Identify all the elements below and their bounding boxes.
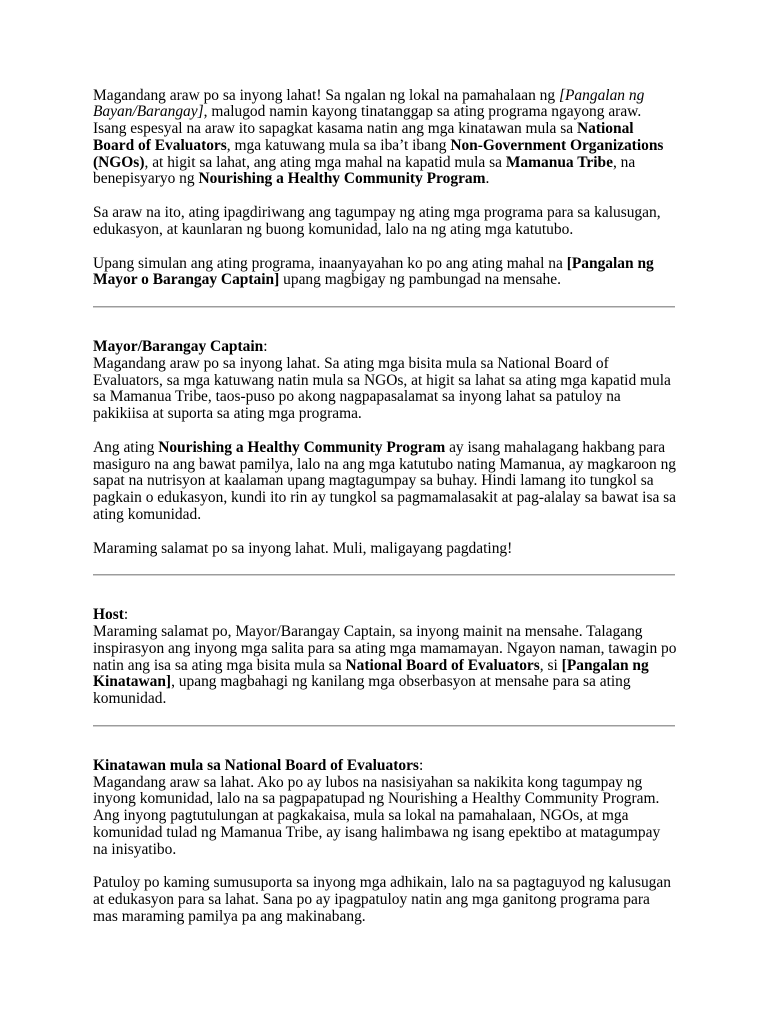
- evaluator-paragraph-1: Magandang araw sa lahat. Ako po ay lubos na nasisiyahan sa nakikita kong tagumpay ng inyong komunidad, lalo na sa pagpapatupad ng Nourishing a Healthy Community Program. Ang inyong pagtutulungan at pagkakaisa, mula sa lokal na pamahalaan, NGOs, at mga komunidad tulad ng Mamanua Tribe, ay isang halimbawa ng isang epektibo at matagumpay na inisyatibo.: [93, 773, 661, 858]
- text-run: upang magbigay ng pambungad na mensahe.: [279, 271, 561, 289]
- speaker-label-host: [93, 607, 677, 624]
- speaker-label-mayor: [93, 339, 677, 356]
- text-run: Ang ating: [93, 438, 159, 456]
- mayor-name-placeholder: [Pangalan ng Mayor o Barangay Captain]: [93, 254, 654, 289]
- mayor-paragraph-3: Maraming salamat po sa inyong lahat. Muli, maligayang pagdating!: [93, 539, 513, 557]
- speaker-colon: :: [123, 606, 129, 624]
- program-name: Nourishing a Healthy Community Program: [158, 438, 446, 456]
- text-run: , upang magbahagi ng kanilang mga obserbasyon at mensahe para sa ating komunidad.: [93, 673, 631, 708]
- tribe-name: Mamanua Tribe: [505, 153, 613, 171]
- town-name-placeholder: [Pangalan ng Bayan/Barangay]: [93, 86, 645, 121]
- mayor-paragraph-2: [93, 440, 677, 524]
- section-divider: [93, 574, 675, 576]
- text-run: , mga katuwang mula sa iba’t ibang: [226, 136, 451, 154]
- speaker-name: Host: [93, 606, 124, 624]
- opening-paragraph-1: [93, 88, 677, 189]
- text-run: , at higit sa lahat, ang ating mga mahal na kapatid mula sa: [144, 153, 506, 171]
- mayor-paragraph-1: Magandang araw po sa inyong lahat. Sa ating mga bisita mula sa National Board of Evaluators, sa mga katuwang natin mula sa NGOs, at higit sa lahat sa ating mga kapatid mula sa Mamanua Tribe, taos-puso po akong nagpapasalamat sa inyong lahat sa patuloy na pakikiisa at suporta sa ating mga programa.: [93, 354, 671, 423]
- text-run: , si: [539, 656, 562, 674]
- document-body: [93, 88, 677, 926]
- text-run: Magandang araw po sa inyong lahat! Sa ngalan ng lokal na pamahalaan ng: [93, 86, 559, 104]
- evaluator-paragraph-2: Patuloy po kaming sumusuporta sa inyong mga adhikain, lalo na sa pagtaguyod ng kalusugan at edukasyon para sa lahat. Sana po ay ipagpatuloy natin ang mga ganitong programa para mas maraming pamilya pa ang makinabang.: [93, 874, 671, 925]
- opening-paragraph-3: [93, 256, 677, 290]
- speaker-colon: :: [263, 338, 268, 356]
- representative-name-placeholder: [Pangalan ng Kinatawan]: [93, 656, 649, 691]
- text-run: , na benepisyaryo ng: [93, 153, 636, 188]
- text-run: ay isang mahalagang hakbang para masiguro na ang bawat pamilya, lalo na ang mga katutubo nating Mamanua, ay magkaroon ng sapat na nutrisyon at kaalaman upang magtagumpay sa buhay. Hindi lamang ito tungkol sa pagkain o edukasyon, kundi ito rin ay tungkol sa pagmamalasakit at pag-alalay sa bawat isa sa ating komunidad.: [93, 438, 677, 523]
- opening-paragraph-2: Sa araw na ito, ating ipagdiriwang ang tagumpay ng ating mga programa para sa kalusugan, edukasyon, at kaunlaran ng buong komunidad, lalo na ng ating mga katutubo.: [93, 204, 661, 238]
- ngos-name: Non-Government Organizations (NGOs): [93, 136, 664, 171]
- text-run: , malugod namin kayong tinatanggap sa ating programa ngayong araw. Isang espesyal na araw ito sapagkat kasama natin ang mga kinatawan mula sa: [93, 103, 642, 138]
- text-run: Upang simulan ang ating programa, inaanyayahan ko po ang ating mahal na: [93, 254, 567, 272]
- section-divider: [93, 725, 675, 727]
- text-run: .: [485, 170, 490, 188]
- evaluators-name: National Board of Evaluators: [93, 120, 634, 154]
- speaker-colon: :: [418, 756, 424, 774]
- speaker-label-evaluator: [93, 758, 677, 775]
- speaker-name: Kinatawan mula sa National Board of Evaluators: [93, 756, 419, 774]
- evaluators-name: National Board of Evaluators: [345, 656, 540, 674]
- section-divider: [93, 306, 675, 308]
- program-name: Nourishing a Healthy Community Program: [198, 170, 486, 188]
- host-paragraph-1: [93, 624, 677, 708]
- text-run: Maraming salamat po, Mayor/Barangay Captain, sa inyong mainit na mensahe. Talagang inspirasyon ang inyong mga salita para sa ating mga mamamayan. Ngayon naman, tawagin po natin ang isa sa ating mga bisita mula sa: [93, 623, 677, 674]
- speaker-name: Mayor/Barangay Captain: [93, 338, 264, 356]
